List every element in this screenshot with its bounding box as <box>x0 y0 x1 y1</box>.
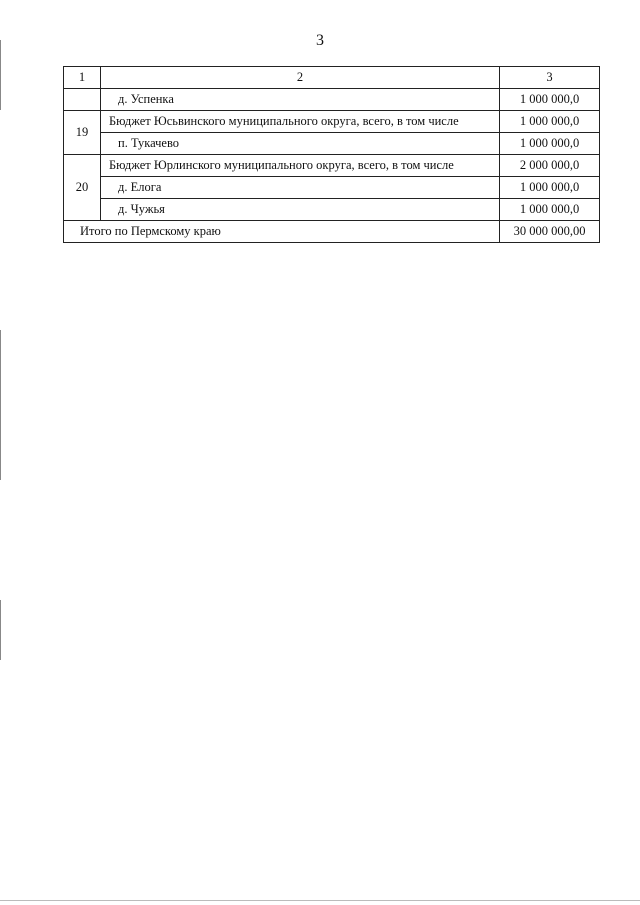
table-row <box>64 89 600 111</box>
table-row <box>64 111 600 133</box>
table-row <box>64 199 600 221</box>
table-row <box>64 177 600 199</box>
locality-name: д. Чужья <box>101 199 500 221</box>
locality-name: д. Успенка <box>101 89 500 111</box>
amount-cell: 1 000 000,0 <box>500 177 600 199</box>
scan-edge-mark <box>0 600 1 660</box>
total-label: Итого по Пермскому краю <box>64 221 500 243</box>
amount-cell: 1 000 000,0 <box>500 133 600 155</box>
total-row <box>64 221 600 243</box>
budget-table <box>63 66 600 243</box>
scan-bottom-line <box>0 900 640 901</box>
amount-cell: 1 000 000,0 <box>500 199 600 221</box>
table-header-row <box>64 67 600 89</box>
locality-name: п. Тукачево <box>101 133 500 155</box>
row-number-cell: 20 <box>64 155 101 221</box>
column-header-3: 3 <box>500 67 600 89</box>
table-row <box>64 155 600 177</box>
amount-cell: 1 000 000,0 <box>500 111 600 133</box>
total-amount: 30 000 000,00 <box>500 221 600 243</box>
scan-edge-mark <box>0 40 1 110</box>
budget-name: Бюджет Юсьвинского муниципального округа, всего, в том числе <box>101 111 500 133</box>
page-number: 3 <box>316 32 324 49</box>
locality-name: д. Елога <box>101 177 500 199</box>
row-number-cell <box>64 89 101 111</box>
column-header-2: 2 <box>101 67 500 89</box>
scan-edge-mark <box>0 330 1 480</box>
amount-cell: 1 000 000,0 <box>500 89 600 111</box>
amount-cell: 2 000 000,0 <box>500 155 600 177</box>
row-number-cell: 19 <box>64 111 101 155</box>
budget-name: Бюджет Юрлинского муниципального округа, всего, в том числе <box>101 155 500 177</box>
table-row <box>64 133 600 155</box>
column-header-1: 1 <box>64 67 101 89</box>
